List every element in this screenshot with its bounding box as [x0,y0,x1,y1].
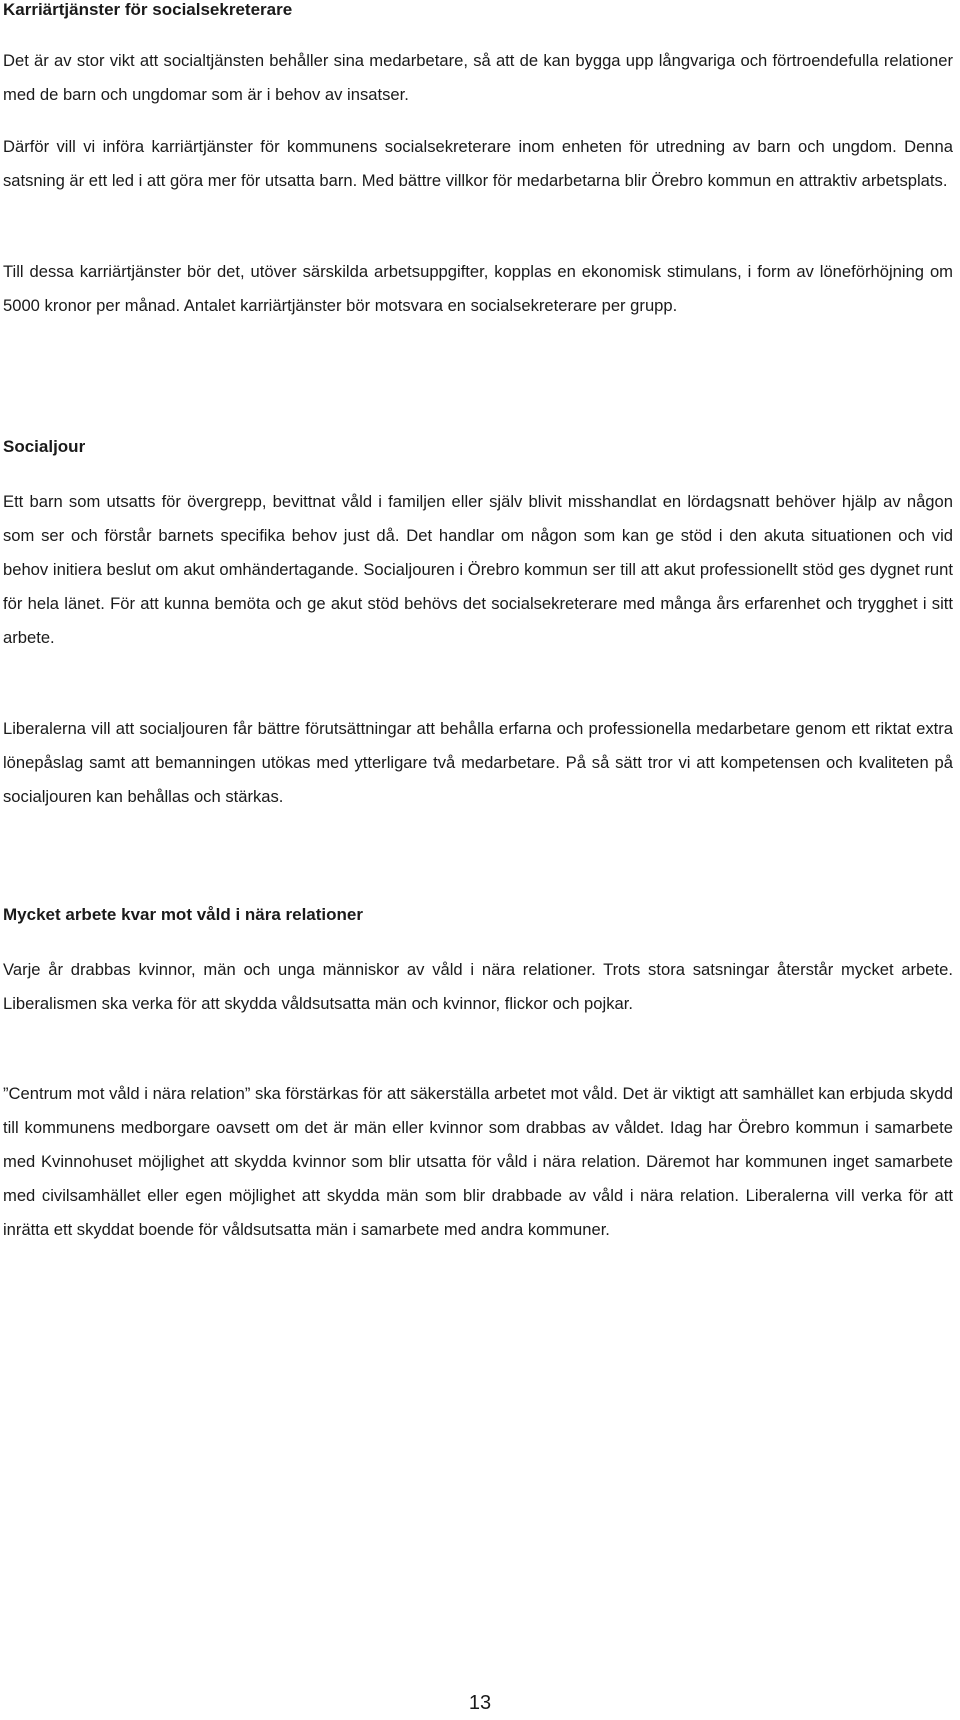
paragraph: Därför vill vi införa karriärtjänster för kommunens socialsekreterare inom enheten för utredning av barn och ungdom. Denna satsning är ett led i att göra mer för utsatta barn. Med bättre villkor för medarbetarna blir Örebro kommun en attraktiv arbetsplats. [3,137,953,190]
section-heading-social-duty: Socialjour [3,437,86,456]
paragraph: Till dessa karriärtjänster bör det, utöver särskilda arbetsuppgifter, kopplas en ekonomisk stimulans, i form av löneförhöjning om 5000 kronor per månad. Antalet karriärtjänster bör motsvara en socialsekreterare per grupp. [3,262,953,315]
paragraph: Ett barn som utsatts för övergrepp, bevittnat våld i familjen eller själv blivit misshandlat en lördagsnatt behöver hjälp av någon som ser och förstår barnets specifika behov just då. Det handlar om någon som kan ge stöd i den akuta situationen och vid behov initiera beslut om akut omhändertagande. Socialjouren i Örebro kommun ser till att akut professionellt stöd ges dygnet runt för hela länet. För att kunna bemöta och ge akut stöd behövs det socialsekreterare med många års erfarenhet och trygghet i sitt arbete. [3,492,953,647]
paragraph: Liberalerna vill att socialjouren får bättre förutsättningar att behålla erfarna och professionella medarbetare genom ett riktat extra lönepåslag samt att bemanningen utökas med ytterligare två medarbetare. På så sätt tror vi att kompetensen och kvaliteten på socialjouren kan behållas och stärkas. [3,719,953,806]
paragraph: Det är av stor vikt att socialtjänsten behåller sina medarbetare, så att de kan bygga upp långvariga och förtroendefulla relationer med de barn och ungdomar som är i behov av insatser. [3,51,953,104]
page-number: 13 [468,1692,492,1714]
section-heading-career-positions: Karriärtjänster för socialsekreterare [3,0,293,19]
paragraph: ”Centrum mot våld i nära relation” ska förstärkas för att säkerställa arbetet mot våld. Det är viktigt att samhället kan erbjuda skydd till kommunens medborgare oavsett om det är män eller kvinnor som drabbas av våldet. Idag har Örebro kommun i samarbete med Kvinnohuset möjlighet att skydda kvinnor som blir utsatta för våld i nära relation. Däremot har kommunen inget samarbete med civilsamhället eller egen möjlighet att skydda män som blir drabbade av våld i nära relation. Liberalerna vill verka för att inrätta ett skyddat boende för våldsutsatta män i samarbete med andra kommuner. [3,1084,953,1239]
paragraph: Varje år drabbas kvinnor, män och unga människor av våld i nära relationer. Trots stora satsningar återstår mycket arbete. Liberalismen ska verka för att skydda våldsutsatta män och kvinnor, flickor och pojkar. [3,960,953,1013]
section-heading-domestic-violence: Mycket arbete kvar mot våld i nära relationer [3,905,363,924]
